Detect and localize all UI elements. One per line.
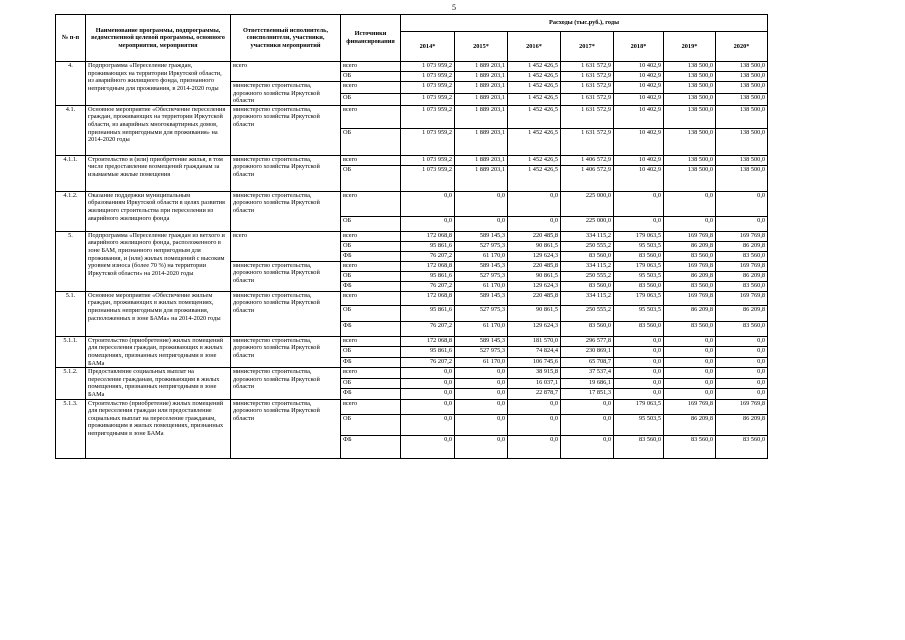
amount-cell: 250 555,2	[561, 241, 614, 251]
executor-cell: министерство строительства, дорожного хозяйства Иркутской области	[231, 191, 341, 231]
amount-cell: 95 861,6	[401, 347, 455, 357]
amount-cell: 10 402,9	[614, 128, 664, 155]
amount-cell: 1 406 572,9	[561, 155, 614, 165]
budget-table	[55, 14, 768, 459]
item-name: Строительство (приобретение) жилых помещений для переселения граждан или предоставление социальных выплат на переселение гражданам, проживающим в жилых помещениях, признанных непригодными в зоне БАМа	[86, 399, 231, 458]
amount-cell: 179 063,5	[614, 291, 664, 305]
header-year: 2016*	[508, 32, 561, 62]
amount-cell: 0,0	[455, 378, 508, 388]
amount-cell: 0,0	[614, 216, 664, 231]
item-name: Оказание поддержки муниципальным образованиям Иркутской области в целях развития жилищного строительства при переселении из аварийного жилищного фонда	[86, 191, 231, 231]
executor-cell: министерство строительства, дорожного хозяйства Иркутской области	[231, 336, 341, 367]
amount-cell: 138 500,0	[664, 93, 716, 105]
amount-cell: 83 560,0	[716, 251, 768, 261]
amount-cell: 589 145,3	[455, 336, 508, 346]
amount-cell: 0,0	[664, 378, 716, 388]
amount-cell: 10 402,9	[614, 105, 664, 128]
amount-cell: 0,0	[561, 399, 614, 414]
header-source: Источники финансирования	[341, 15, 401, 62]
amount-cell: 76 207,2	[401, 357, 455, 367]
header-year: 2020*	[716, 32, 768, 62]
amount-cell: 10 402,9	[614, 93, 664, 105]
funding-source-cell: ОБ	[341, 378, 401, 388]
funding-source-cell: ФБ	[341, 281, 401, 291]
amount-cell: 169 769,8	[716, 261, 768, 271]
amount-cell: 0,0	[401, 216, 455, 231]
amount-cell: 90 861,5	[508, 271, 561, 281]
amount-cell: 138 500,0	[716, 105, 768, 128]
funding-source-cell: всего	[341, 231, 401, 241]
amount-cell: 0,0	[664, 191, 716, 216]
amount-cell: 0,0	[716, 191, 768, 216]
header-year: 2015*	[455, 32, 508, 62]
funding-source-cell: всего	[341, 399, 401, 414]
amount-cell: 334 115,2	[561, 261, 614, 271]
amount-cell: 0,0	[455, 399, 508, 414]
amount-cell: 1 889 203,1	[455, 72, 508, 82]
amount-cell: 179 063,5	[614, 261, 664, 271]
header-expenses: Расходы (тыс.руб.), годы	[401, 15, 768, 32]
amount-cell: 138 500,0	[664, 72, 716, 82]
funding-source-cell: ОБ	[341, 271, 401, 281]
amount-cell: 0,0	[401, 191, 455, 216]
amount-cell: 1 452 426,5	[508, 128, 561, 155]
funding-source-cell: ФБ	[341, 389, 401, 399]
funding-source-cell: ОБ	[341, 93, 401, 105]
amount-cell: 95 503,5	[614, 414, 664, 435]
amount-cell: 527 975,3	[455, 305, 508, 321]
amount-cell: 86 209,8	[716, 414, 768, 435]
amount-cell: 138 500,0	[716, 62, 768, 72]
amount-cell: 0,0	[664, 389, 716, 399]
amount-cell: 0,0	[508, 191, 561, 216]
amount-cell: 1 452 426,5	[508, 72, 561, 82]
amount-cell: 83 560,0	[561, 281, 614, 291]
amount-cell: 86 209,8	[716, 241, 768, 251]
item-number: 4.1.1.	[56, 155, 86, 191]
amount-cell: 138 500,0	[664, 128, 716, 155]
amount-cell: 16 037,1	[508, 378, 561, 388]
funding-source-cell: ОБ	[341, 216, 401, 231]
page-number: 5	[452, 3, 456, 12]
amount-cell: 220 485,8	[508, 291, 561, 305]
amount-cell: 1 073 959,2	[401, 62, 455, 72]
amount-cell: 10 402,9	[614, 62, 664, 72]
amount-cell: 138 500,0	[664, 82, 716, 94]
amount-cell: 61 170,0	[455, 357, 508, 367]
executor-cell: всего	[231, 62, 341, 82]
amount-cell: 1 073 959,2	[401, 72, 455, 82]
amount-cell: 1 889 203,1	[455, 155, 508, 165]
amount-cell: 19 686,1	[561, 378, 614, 388]
amount-cell: 86 209,8	[664, 271, 716, 281]
amount-cell: 86 209,8	[664, 241, 716, 251]
header-executor: Ответственный исполнитель, соисполнители, участники, участники мероприятий	[231, 15, 341, 62]
amount-cell: 1 073 959,2	[401, 105, 455, 128]
amount-cell: 106 745,6	[508, 357, 561, 367]
amount-cell: 138 500,0	[716, 93, 768, 105]
funding-source-cell: всего	[341, 62, 401, 72]
amount-cell: 61 170,0	[455, 321, 508, 336]
executor-cell: министерство строительства, дорожного хозяйства Иркутской области	[231, 368, 341, 399]
amount-cell: 1 073 959,2	[401, 128, 455, 155]
amount-cell: 1 631 572,9	[561, 72, 614, 82]
amount-cell: 0,0	[455, 389, 508, 399]
amount-cell: 0,0	[508, 399, 561, 414]
amount-cell: 220 485,8	[508, 261, 561, 271]
amount-cell: 589 145,3	[455, 261, 508, 271]
funding-source-cell: ФБ	[341, 435, 401, 458]
amount-cell: 225 000,0	[561, 191, 614, 216]
amount-cell: 0,0	[716, 336, 768, 346]
amount-cell: 0,0	[455, 435, 508, 458]
amount-cell: 0,0	[716, 389, 768, 399]
amount-cell: 0,0	[614, 191, 664, 216]
amount-cell: 589 145,3	[455, 231, 508, 241]
funding-source-cell: ОБ	[341, 128, 401, 155]
amount-cell: 83 560,0	[716, 321, 768, 336]
item-name: Основное мероприятие «Обеспечение жильем граждан, проживающих в жилых помещениях, признанных непригодными для проживания, расположенных в зоне БАМа» на 2014-2020 годы	[86, 291, 231, 336]
executor-cell: министерство строительства, дорожного хозяйства Иркутской области	[231, 291, 341, 336]
amount-cell: 0,0	[561, 414, 614, 435]
executor-cell: министерство строительства, дорожного хозяйства Иркутской области	[231, 399, 341, 458]
amount-cell: 0,0	[614, 336, 664, 346]
amount-cell: 1 889 203,1	[455, 82, 508, 94]
amount-cell: 0,0	[664, 216, 716, 231]
amount-cell: 0,0	[614, 378, 664, 388]
funding-source-cell: всего	[341, 291, 401, 305]
amount-cell: 1 889 203,1	[455, 105, 508, 128]
amount-cell: 1 073 959,2	[401, 82, 455, 94]
funding-source-cell: всего	[341, 105, 401, 128]
amount-cell: 0,0	[455, 191, 508, 216]
amount-cell: 95 503,5	[614, 271, 664, 281]
funding-source-cell: всего	[341, 261, 401, 271]
amount-cell: 10 402,9	[614, 165, 664, 191]
amount-cell: 1 889 203,1	[455, 128, 508, 155]
amount-cell: 37 537,4	[561, 368, 614, 378]
amount-cell: 0,0	[716, 347, 768, 357]
amount-cell: 230 869,1	[561, 347, 614, 357]
amount-cell: 138 500,0	[716, 72, 768, 82]
amount-cell: 1 073 959,2	[401, 93, 455, 105]
amount-cell: 86 209,8	[716, 271, 768, 281]
amount-cell: 86 209,8	[664, 305, 716, 321]
amount-cell: 65 708,7	[561, 357, 614, 367]
amount-cell: 76 207,2	[401, 251, 455, 261]
amount-cell: 181 570,0	[508, 336, 561, 346]
funding-source-cell: всего	[341, 191, 401, 216]
amount-cell: 138 500,0	[664, 105, 716, 128]
amount-cell: 83 560,0	[561, 251, 614, 261]
amount-cell: 90 861,5	[508, 305, 561, 321]
amount-cell: 1 452 426,5	[508, 93, 561, 105]
amount-cell: 138 500,0	[716, 165, 768, 191]
amount-cell: 0,0	[716, 216, 768, 231]
funding-source-cell: ОБ	[341, 347, 401, 357]
amount-cell: 138 500,0	[664, 165, 716, 191]
table-header	[56, 15, 768, 62]
amount-cell: 0,0	[614, 357, 664, 367]
amount-cell: 296 577,8	[561, 336, 614, 346]
table-row	[56, 399, 768, 414]
amount-cell: 1 406 572,9	[561, 165, 614, 191]
amount-cell: 172 068,8	[401, 261, 455, 271]
amount-cell: 225 000,0	[561, 216, 614, 231]
amount-cell: 61 170,0	[455, 251, 508, 261]
amount-cell: 138 500,0	[664, 155, 716, 165]
amount-cell: 83 560,0	[614, 281, 664, 291]
amount-cell: 0,0	[716, 368, 768, 378]
amount-cell: 169 769,8	[716, 231, 768, 241]
amount-cell: 61 170,0	[455, 281, 508, 291]
amount-cell: 0,0	[716, 378, 768, 388]
amount-cell: 83 560,0	[561, 321, 614, 336]
amount-cell: 83 560,0	[614, 321, 664, 336]
amount-cell: 527 975,3	[455, 347, 508, 357]
amount-cell: 0,0	[664, 336, 716, 346]
amount-cell: 1 452 426,5	[508, 82, 561, 94]
funding-source-cell: ФБ	[341, 321, 401, 336]
amount-cell: 172 068,8	[401, 291, 455, 305]
table-row	[56, 191, 768, 216]
amount-cell: 1 631 572,9	[561, 62, 614, 72]
amount-cell: 0,0	[401, 368, 455, 378]
amount-cell: 95 503,5	[614, 305, 664, 321]
amount-cell: 10 402,9	[614, 72, 664, 82]
item-name: Подпрограмма «Переселение граждан из ветхого и аварийного жилищного фонда, расположенного в зоне БАМ, признанного непригодным для проживания, и (или) жилых помещений с высоким уровнем износа (более 70 %) на территории Иркутской области» на 2014-2020 годы	[86, 231, 231, 291]
funding-source-cell: ОБ	[341, 414, 401, 435]
item-name: Строительство (приобретение) жилых помещений для переселения граждан, проживающих в жилых помещениях, признанных непригодными в зоне БАМа	[86, 336, 231, 367]
amount-cell: 0,0	[455, 414, 508, 435]
header-year: 2014*	[401, 32, 455, 62]
amount-cell: 95 503,5	[614, 241, 664, 251]
item-number: 5.1.2.	[56, 368, 86, 399]
amount-cell: 1 889 203,1	[455, 165, 508, 191]
amount-cell: 38 915,8	[508, 368, 561, 378]
funding-source-cell: ОБ	[341, 305, 401, 321]
amount-cell: 0,0	[561, 435, 614, 458]
amount-cell: 0,0	[455, 368, 508, 378]
item-number: 5.	[56, 231, 86, 291]
amount-cell: 10 402,9	[614, 155, 664, 165]
amount-cell: 95 861,6	[401, 271, 455, 281]
amount-cell: 0,0	[614, 347, 664, 357]
amount-cell: 172 068,8	[401, 336, 455, 346]
table-row	[56, 155, 768, 165]
amount-cell: 129 624,3	[508, 321, 561, 336]
funding-source-cell: всего	[341, 82, 401, 94]
amount-cell: 129 624,3	[508, 281, 561, 291]
table-row	[56, 231, 768, 241]
amount-cell: 0,0	[401, 378, 455, 388]
item-name: Подпрограмма «Переселение граждан, проживающих на территории Иркутской области, из аварийного жилищного фонда, признанного непригодным для проживания, в 2014-2020 годы	[86, 62, 231, 106]
funding-source-cell: всего	[341, 368, 401, 378]
funding-source-cell: ОБ	[341, 72, 401, 82]
amount-cell: 90 861,5	[508, 241, 561, 251]
amount-cell: 95 861,6	[401, 305, 455, 321]
amount-cell: 138 500,0	[716, 155, 768, 165]
amount-cell: 0,0	[401, 435, 455, 458]
amount-cell: 76 207,2	[401, 281, 455, 291]
amount-cell: 527 975,3	[455, 271, 508, 281]
amount-cell: 1 073 959,2	[401, 155, 455, 165]
amount-cell: 74 824,4	[508, 347, 561, 357]
amount-cell: 0,0	[614, 389, 664, 399]
item-name: Предоставление социальных выплат на переселение гражданам, проживающим в жилых помещениях, признанных непригодными в зоне БАМа	[86, 368, 231, 399]
amount-cell: 86 209,8	[664, 414, 716, 435]
amount-cell: 1 631 572,9	[561, 128, 614, 155]
amount-cell: 1 889 203,1	[455, 62, 508, 72]
amount-cell: 83 560,0	[716, 435, 768, 458]
funding-source-cell: ФБ	[341, 357, 401, 367]
amount-cell: 0,0	[455, 216, 508, 231]
executor-cell: министерство строительства, дорожного хозяйства Иркутской области	[231, 261, 341, 291]
amount-cell: 250 555,2	[561, 271, 614, 281]
amount-cell: 1 631 572,9	[561, 82, 614, 94]
amount-cell: 1 631 572,9	[561, 93, 614, 105]
amount-cell: 169 769,8	[664, 399, 716, 414]
amount-cell: 83 560,0	[716, 281, 768, 291]
item-name: Основное мероприятие «Обеспечение переселения граждан, проживающих на территории Иркутской области, из аварийных многоквартирных домов, признанных непригодными для проживания» на 2014-2020 годы	[86, 105, 231, 155]
funding-source-cell: всего	[341, 336, 401, 346]
amount-cell: 86 209,8	[716, 305, 768, 321]
amount-cell: 0,0	[508, 435, 561, 458]
amount-cell: 169 769,8	[716, 291, 768, 305]
amount-cell: 83 560,0	[614, 435, 664, 458]
table-row	[56, 336, 768, 346]
amount-cell: 169 769,8	[716, 399, 768, 414]
amount-cell: 334 115,2	[561, 231, 614, 241]
amount-cell: 334 115,2	[561, 291, 614, 305]
executor-cell: министерство строительства, дорожного хозяйства Иркутской области	[231, 105, 341, 155]
amount-cell: 0,0	[664, 347, 716, 357]
executor-cell: министерство строительства, дорожного хозяйства Иркутской области	[231, 82, 341, 106]
amount-cell: 83 560,0	[664, 251, 716, 261]
header-year: 2019*	[664, 32, 716, 62]
amount-cell: 1 452 426,5	[508, 105, 561, 128]
amount-cell: 220 485,8	[508, 231, 561, 241]
funding-source-cell: ФБ	[341, 251, 401, 261]
amount-cell: 138 500,0	[664, 62, 716, 72]
item-number: 4.1.2.	[56, 191, 86, 231]
amount-cell: 138 500,0	[716, 128, 768, 155]
funding-source-cell: ОБ	[341, 241, 401, 251]
amount-cell: 76 207,2	[401, 321, 455, 336]
amount-cell: 0,0	[614, 368, 664, 378]
amount-cell: 83 560,0	[614, 251, 664, 261]
executor-cell: министерство строительства, дорожного хозяйства Иркутской области	[231, 155, 341, 191]
amount-cell: 179 063,5	[614, 231, 664, 241]
amount-cell: 0,0	[508, 414, 561, 435]
amount-cell: 0,0	[401, 414, 455, 435]
item-number: 5.1.1.	[56, 336, 86, 367]
item-number: 4.	[56, 62, 86, 106]
amount-cell: 1 073 959,2	[401, 165, 455, 191]
amount-cell: 169 769,8	[664, 261, 716, 271]
amount-cell: 95 861,6	[401, 241, 455, 251]
funding-source-cell: всего	[341, 155, 401, 165]
amount-cell: 129 624,3	[508, 251, 561, 261]
amount-cell: 0,0	[664, 357, 716, 367]
amount-cell: 527 975,3	[455, 241, 508, 251]
amount-cell: 1 452 426,5	[508, 165, 561, 191]
amount-cell: 172 068,8	[401, 231, 455, 241]
table-row	[56, 291, 768, 305]
amount-cell: 179 063,5	[614, 399, 664, 414]
table-row	[56, 105, 768, 128]
amount-cell: 83 560,0	[664, 321, 716, 336]
amount-cell: 1 452 426,5	[508, 62, 561, 72]
amount-cell: 1 889 203,1	[455, 93, 508, 105]
amount-cell: 0,0	[664, 368, 716, 378]
executor-cell: всего	[231, 231, 341, 261]
item-number: 5.1.	[56, 291, 86, 336]
funding-source-cell: ОБ	[341, 165, 401, 191]
item-name: Строительство и (или) приобретение жилья, в том числе предоставление возмещений гражданам за изымаемые жилые помещения	[86, 155, 231, 191]
item-number: 4.1.	[56, 105, 86, 155]
amount-cell: 169 769,8	[664, 231, 716, 241]
amount-cell: 17 851,3	[561, 389, 614, 399]
amount-cell: 1 631 572,9	[561, 105, 614, 128]
header-year: 2018*	[614, 32, 664, 62]
amount-cell: 0,0	[401, 399, 455, 414]
table-body	[56, 62, 768, 459]
amount-cell: 1 452 426,5	[508, 155, 561, 165]
amount-cell: 138 500,0	[716, 82, 768, 94]
amount-cell: 250 555,2	[561, 305, 614, 321]
table-row	[56, 62, 768, 72]
amount-cell: 0,0	[401, 389, 455, 399]
amount-cell: 0,0	[716, 357, 768, 367]
amount-cell: 0,0	[508, 216, 561, 231]
table-row	[56, 368, 768, 378]
header-num: № п-п	[56, 15, 86, 62]
item-number: 5.1.3.	[56, 399, 86, 458]
header-name: Наименование программы, подпрограммы, ведомственной целевой программы, основного мероприятия, мероприятия	[86, 15, 231, 62]
header-year: 2017*	[561, 32, 614, 62]
amount-cell: 22 878,7	[508, 389, 561, 399]
amount-cell: 589 145,3	[455, 291, 508, 305]
amount-cell: 169 769,8	[664, 291, 716, 305]
amount-cell: 83 560,0	[664, 435, 716, 458]
amount-cell: 10 402,9	[614, 82, 664, 94]
amount-cell: 83 560,0	[664, 281, 716, 291]
